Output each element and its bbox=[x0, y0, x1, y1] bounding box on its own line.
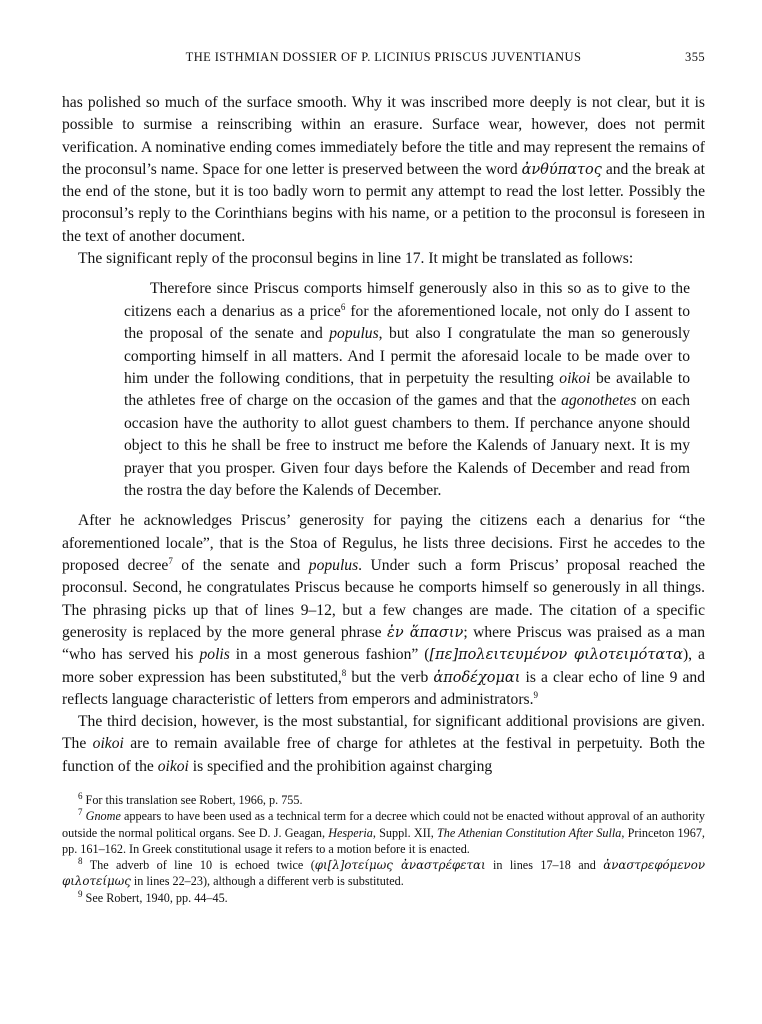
footnote-text: See Robert, 1940, pp. 44–45. bbox=[82, 890, 228, 905]
italic-term: populus bbox=[308, 557, 359, 575]
running-head bbox=[62, 50, 705, 70]
footnote-ref[interactable]: 6 bbox=[340, 301, 346, 312]
body-text bbox=[62, 92, 705, 270]
footnote-6 bbox=[62, 792, 705, 808]
text-run: . Under such a form Priscus’ proposal reached the proconsul. Second, he congratulates Priscus because he comports himself so generously in all things. The phrasing picks up that of lines 9–12, but a few changes are made. The citation of a specific generosity is replaced by the more general phrase bbox=[62, 557, 706, 641]
footnote-7 bbox=[62, 808, 705, 857]
page bbox=[62, 50, 705, 906]
footnotes bbox=[62, 792, 705, 906]
italic-term: agonothetes bbox=[561, 392, 637, 410]
greek-text: [πε]πολειτευμένον φιλοτειμότατα bbox=[429, 647, 683, 664]
text-run: After he acknowledges Priscus’ generosity for paying the citizens each a denarius for “the aforementioned locale”, that is the Stoa of Regulus, he lists three decisions. First he accedes to the proposed decree bbox=[62, 512, 705, 575]
quote-paragraph bbox=[124, 278, 690, 502]
footnote-8 bbox=[62, 857, 705, 890]
paragraph bbox=[62, 92, 705, 248]
footnote-text: in lines 22–23), although a different verb is substituted. bbox=[130, 874, 404, 889]
body-text-continued bbox=[62, 510, 705, 778]
text-run: be available to the athletes free of charge on the occasion of the games and that the bbox=[124, 370, 690, 410]
footnote-text: The adverb of line 10 is echoed twice ( bbox=[82, 858, 315, 873]
text-run: ), a more sober expression has been substituted, bbox=[62, 646, 705, 686]
paragraph bbox=[62, 510, 705, 711]
text-run: ; where Priscus was praised as a man “who has served his bbox=[62, 623, 706, 664]
text-run: Therefore since Priscus comports himself generously also in this so as to give to the citizens each a denarius as a price bbox=[124, 280, 690, 320]
italic-term: populus bbox=[329, 325, 379, 343]
italic-term: oikoi bbox=[92, 735, 124, 753]
text-run: is a clear echo of line 9 and reflects language characteristic of letters from emperors and administrators. bbox=[62, 668, 706, 708]
text-run: The third decision, however, is the most substantial, for significant additional provisions are given. The bbox=[62, 713, 705, 753]
footnote-number: 7 bbox=[78, 807, 83, 818]
italic-term: oikoi bbox=[559, 370, 591, 387]
text-run: and the break at the end of the stone, but it is too badly worn to permit any attempt to read the lost letter. Possibly the proconsul’s reply to the Corinthians begins with his name, or a petition to the proconsul is foreseen in the text of another document. bbox=[62, 160, 706, 245]
footnote-9 bbox=[62, 890, 705, 906]
footnote-number: 8 bbox=[78, 856, 83, 867]
greek-text: ἀναστρεφόμενον φιλοτείμως bbox=[62, 858, 706, 889]
footnote-text: , Suppl. XII, bbox=[372, 825, 438, 840]
footnote-number: 6 bbox=[78, 790, 83, 801]
footnote-text: appears to have been used as a technical term for a decree which could not be enacted without approval of an authority outside the normal political organs. See D. J. Geagan, bbox=[62, 809, 706, 840]
paragraph bbox=[62, 711, 705, 778]
greek-text: φι[λ]οτείμως ἀναστρέφεται bbox=[314, 858, 486, 873]
greek-text: ἀνθύπατος bbox=[521, 161, 602, 178]
footnote-text: in lines 17–18 and bbox=[485, 858, 604, 873]
text-run: is specified and the prohibition against charging bbox=[188, 757, 493, 775]
footnote-ref[interactable]: 9 bbox=[533, 689, 539, 700]
text-run: for the aforementioned locale, not only do I assent to the proposal of the senate and bbox=[124, 302, 690, 343]
text-run: but the verb bbox=[346, 668, 434, 686]
italic-term: polis bbox=[199, 646, 230, 664]
block-quote bbox=[124, 278, 690, 502]
text-run: on each occasion have the authority to allot guest chambers to them. If perchance anyone should object to this he shall be free to instruct me before the Kalends of January next. It is my prayer that you prosper. Given four days before the Kalends of December and read from the rostra the day before the Kalends of December. bbox=[124, 392, 690, 500]
italic-term: Hesperia bbox=[328, 825, 373, 840]
footnote-ref[interactable]: 8 bbox=[341, 667, 347, 678]
text-run: are to remain available free of charge for athletes at the festival in perpetuity. Both the function of the bbox=[62, 735, 705, 775]
footnote-text: For this translation see Robert, 1966, p. 755. bbox=[82, 793, 303, 807]
footnote-number: 9 bbox=[78, 888, 83, 899]
footnote-ref[interactable]: 7 bbox=[168, 555, 173, 566]
greek-text: ἀποδέχομαι bbox=[433, 669, 521, 686]
text-run: has polished so much of the surface smooth. Why it was inscribed more deeply is not clear, but it is possible to surmise a reinscribing within an erasure. Surface wear, however, does not permit verification. A nominative ending comes immediately before the title and may represent the remains of the proconsul’s name. Space for one letter is preserved between the word bbox=[62, 94, 705, 178]
text-run: in a most generous fashion” ( bbox=[229, 646, 430, 664]
italic-term: oikoi bbox=[157, 757, 189, 775]
footnote-text: , Princeton 1967, pp. 161–162. In Greek constitutional usage it refers to a motion before it is enacted. bbox=[62, 825, 705, 856]
text-run: , but also I congratulate the man so generously comporting himself in all matters. And I permit the aforesaid locale to be made over to him under the following conditions, that in perpetuity the resulting bbox=[124, 325, 690, 387]
greek-text: ἐν ἅπασιν bbox=[387, 624, 464, 641]
italic-term: Gnome bbox=[85, 809, 121, 824]
running-title: THE ISTHMIAN DOSSIER OF P. LICINIUS PRISCUS JUVENTIANUS bbox=[185, 50, 582, 64]
paragraph: The significant reply of the proconsul begins in line 17. It might be translated as follows: bbox=[78, 250, 634, 268]
italic-term: The Athenian Constitution After Sulla bbox=[437, 825, 622, 840]
page-number: 355 bbox=[685, 50, 705, 64]
text-run: of the senate and bbox=[172, 557, 309, 575]
